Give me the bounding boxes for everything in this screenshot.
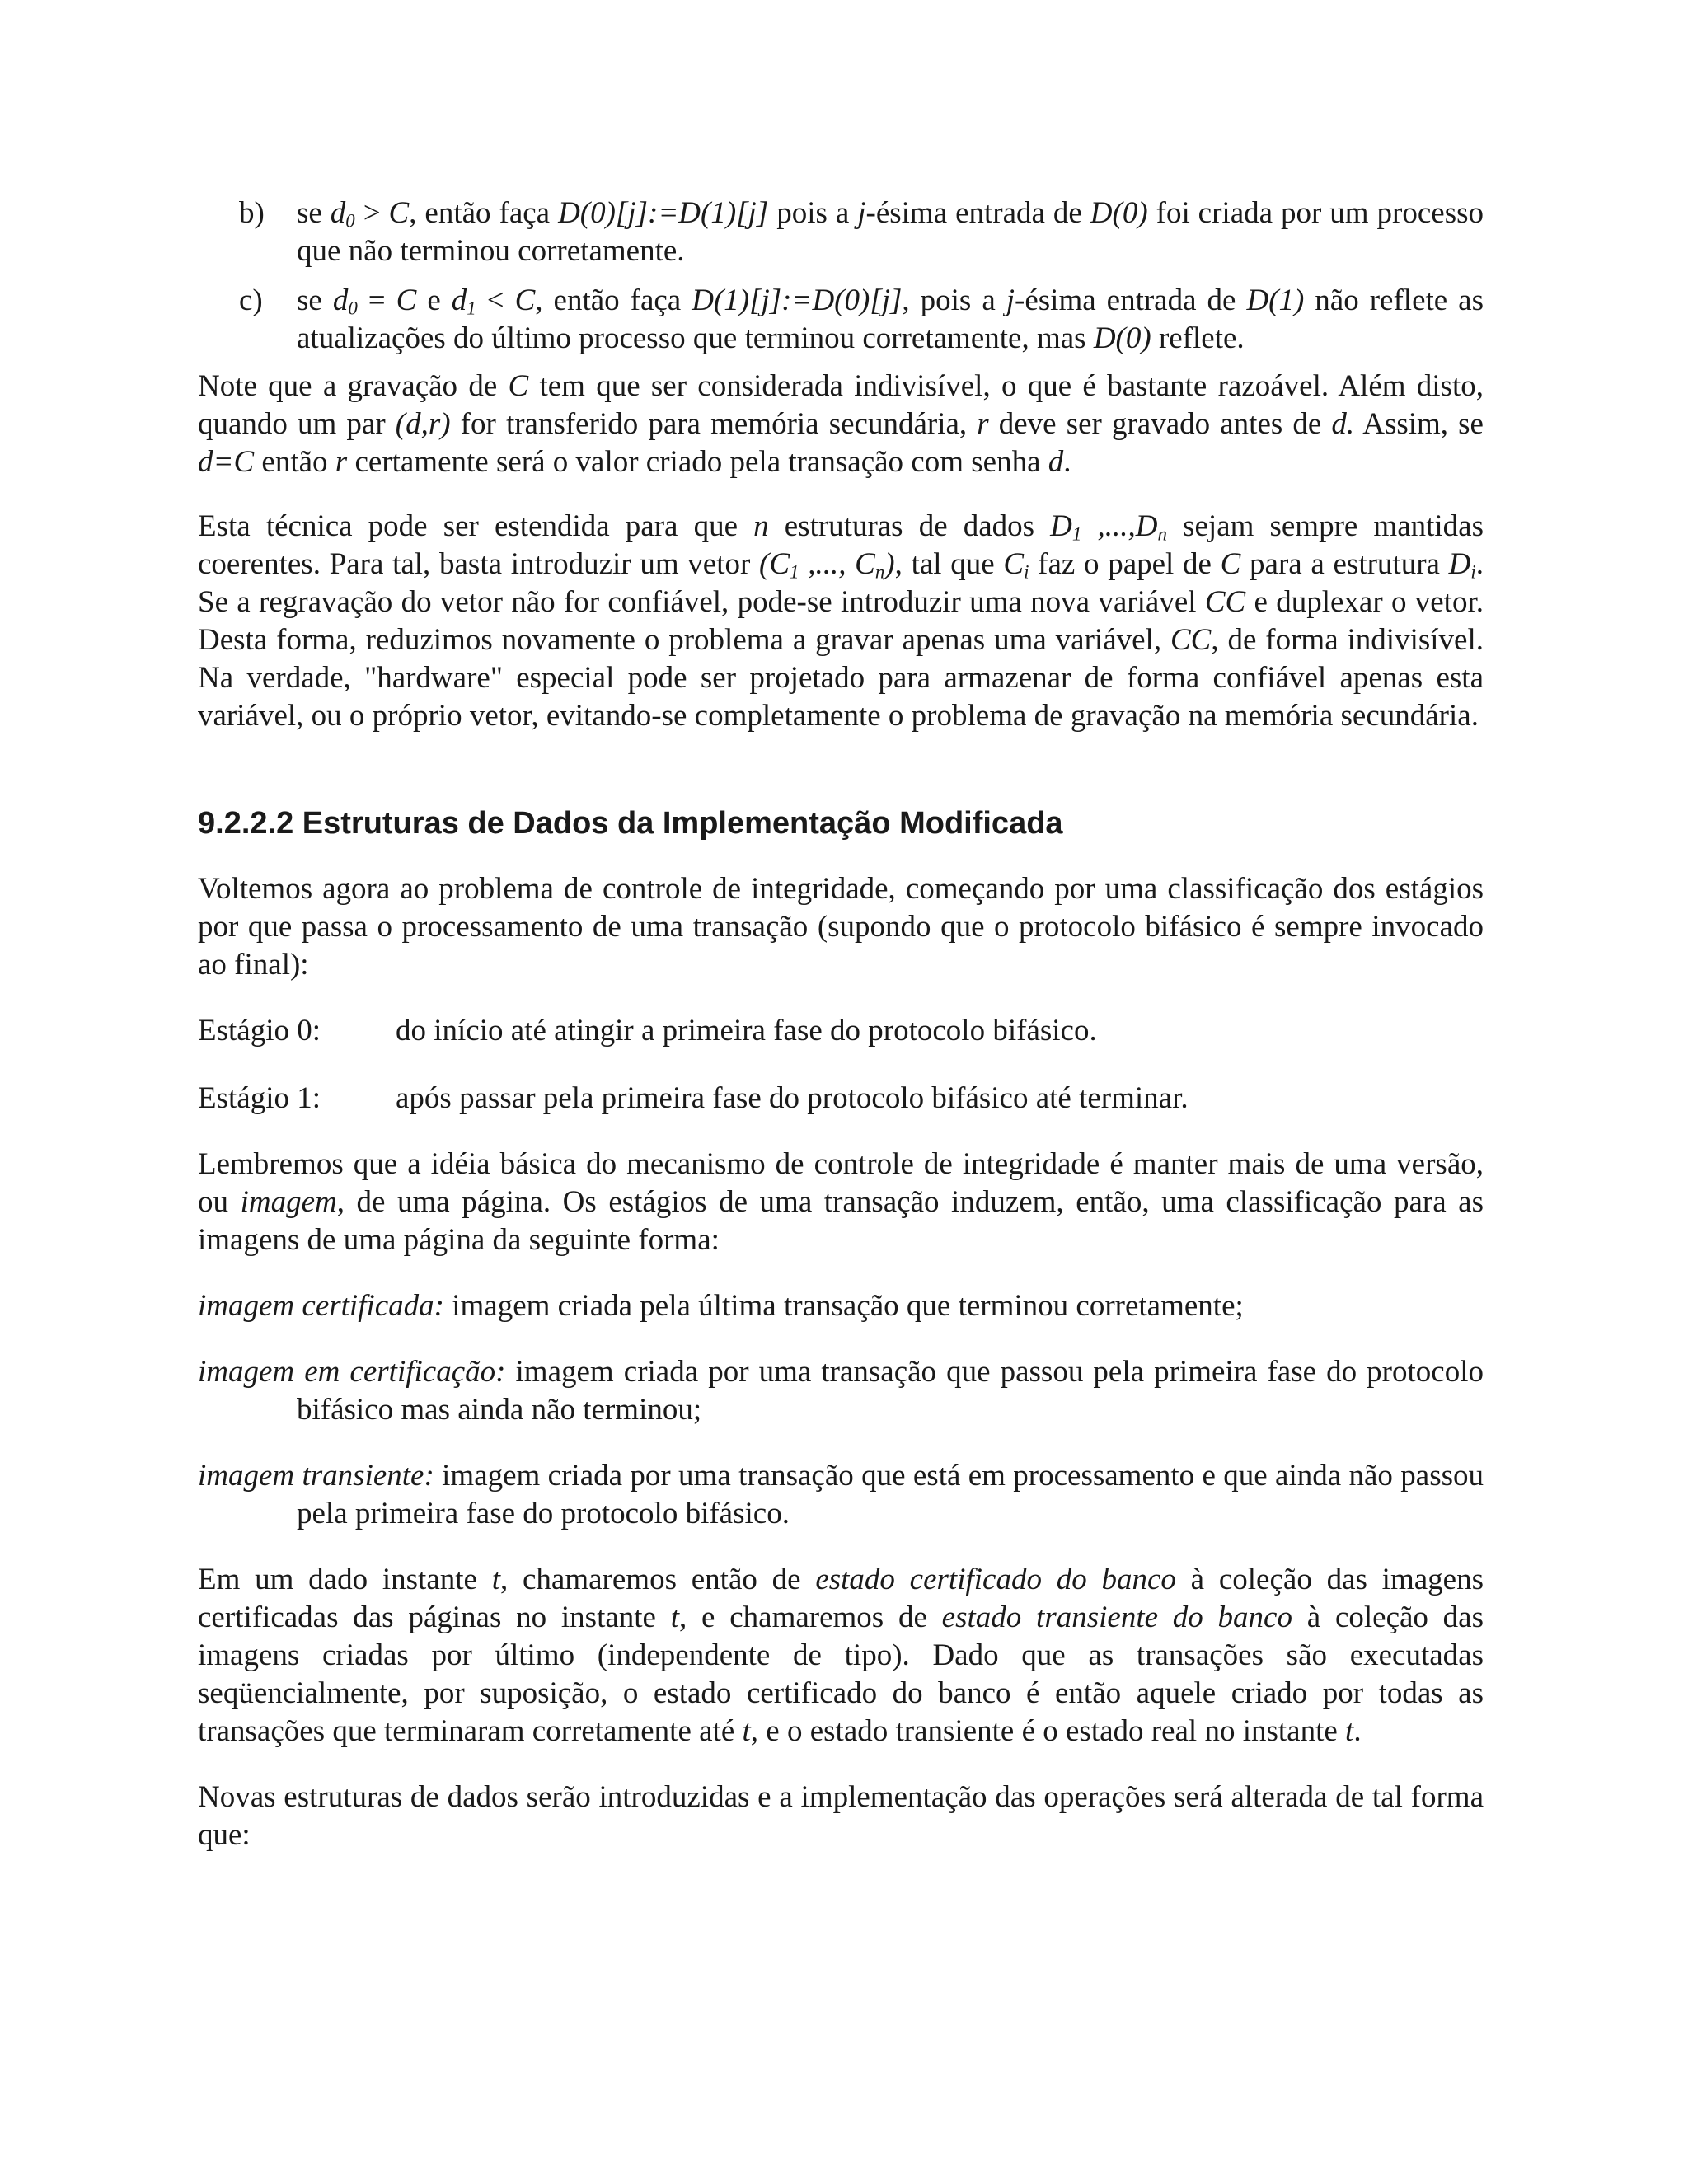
text-run: . bbox=[1063, 445, 1071, 479]
text-run: tem que ser considerada indivisível, o que é bastante razoável. Além disto, quando um par bbox=[198, 369, 1484, 441]
math-run: CC bbox=[1204, 585, 1246, 619]
text-run: estruturas de dados bbox=[768, 509, 1051, 543]
math-run: d. bbox=[1331, 407, 1355, 441]
definition-text: imagem criada por uma transação que está em processamento e que ainda não passou pela primeira fase do protocolo bifásico. bbox=[297, 1459, 1484, 1530]
stage-label: Estágio 1: bbox=[198, 1081, 321, 1115]
math-run: d bbox=[332, 284, 349, 317]
math-subscript: n bbox=[874, 561, 885, 583]
stage-row-1 bbox=[198, 1080, 1484, 1118]
paragraph-tecnica bbox=[198, 508, 1484, 735]
text-run: , de uma página. Os estágios de uma transação induzem, então, uma classificação para as imagens de uma página da seguinte forma: bbox=[198, 1185, 1484, 1257]
text-run: for transferido para memória secundária, bbox=[450, 407, 978, 441]
math-run: D(0) bbox=[1090, 196, 1148, 230]
math-subscript: 1 bbox=[467, 298, 476, 319]
math-run: t bbox=[670, 1601, 680, 1634]
math-run: d=C bbox=[198, 445, 255, 479]
math-run: C bbox=[388, 196, 410, 230]
math-run: (C bbox=[759, 547, 790, 581]
math-subscript: n bbox=[1157, 523, 1167, 545]
paragraph-estado bbox=[198, 1561, 1484, 1750]
text-run: se bbox=[297, 196, 331, 230]
math-subscript: i bbox=[1024, 561, 1029, 583]
text-run: foi criada por um processo que não terminou corretamente. bbox=[297, 196, 1484, 268]
math-run: t bbox=[742, 1714, 751, 1748]
math-run: D(0) bbox=[1093, 321, 1151, 355]
math-run: r bbox=[977, 407, 989, 441]
math-run: j bbox=[857, 196, 866, 230]
text-run: então bbox=[254, 445, 335, 479]
stage-row-0 bbox=[198, 1012, 1484, 1050]
text-run: , então faça bbox=[535, 284, 692, 317]
text-run: faz o papel de bbox=[1029, 547, 1221, 581]
text-run: -ésima entrada de bbox=[1015, 284, 1247, 317]
math-run: t bbox=[491, 1563, 500, 1596]
math-run: C bbox=[514, 284, 536, 317]
math-subscript: 1 bbox=[790, 561, 799, 583]
text-run: deve ser gravado antes de bbox=[988, 407, 1332, 441]
definition-certificada bbox=[198, 1287, 1484, 1325]
text-run: Lembremos que a idéia básica do mecanismo de controle de integridade é manter mais de uma versão, ou bbox=[198, 1147, 1484, 1219]
math-run: D bbox=[1448, 547, 1471, 581]
math-run: D(1)[j]:=D(0)[j] bbox=[692, 284, 903, 317]
text-run: , de forma indivisível. Na verdade, "hardware" especial pode ser projetado para armazenar de forma confiável apenas esta variável, ou o próprio vetor, evitando-se completamente o problema de gravação na memória secundária. bbox=[198, 623, 1484, 733]
text-run: e duplexar o vetor. Desta forma, reduzimos novamente o problema a gravar apenas uma variável, bbox=[198, 585, 1484, 657]
stage-text: do início até atingir a primeira fase do protocolo bifásico. bbox=[396, 1014, 1097, 1047]
text-run: Note que a gravação de bbox=[198, 369, 509, 403]
math-run: n bbox=[753, 509, 769, 543]
text-run: , pois a bbox=[902, 284, 1006, 317]
text-run: -ésima entrada de bbox=[865, 196, 1090, 230]
math-subscript: 0 bbox=[348, 298, 358, 319]
text-run: se bbox=[297, 284, 333, 317]
math-run: d bbox=[1048, 445, 1064, 479]
math-run: C bbox=[508, 369, 529, 403]
text-run: Assim, se bbox=[1354, 407, 1484, 441]
math-subscript: 0 bbox=[345, 210, 355, 232]
stage-label: Estágio 0: bbox=[198, 1014, 321, 1047]
paragraph-lembremos bbox=[198, 1146, 1484, 1259]
text-run: não reflete as atualizações do último processo que terminou corretamente, mas bbox=[297, 284, 1484, 355]
text-run: , chamaremos então de bbox=[500, 1563, 816, 1596]
math-subscript: i bbox=[1470, 561, 1476, 583]
definition-text: imagem criada por uma transação que passou pela primeira fase do protocolo bifásico mas ainda não terminou; bbox=[297, 1355, 1484, 1427]
definition-term: imagem transiente: bbox=[198, 1459, 434, 1493]
math-run: ,...,D bbox=[1081, 509, 1158, 543]
text-run: à coleção das imagens criadas por último (independente de tipo). Dado que as transações são executadas seqüencialmente, por suposição, o estado certificado do banco é então aquele criado por todas as transações que terminaram corretamente até bbox=[198, 1601, 1484, 1748]
math-run: r bbox=[335, 445, 348, 479]
text-run: e bbox=[416, 284, 452, 317]
math-run: ) bbox=[884, 547, 895, 581]
math-run: d bbox=[330, 196, 346, 230]
emphasis-run: estado certificado do banco bbox=[815, 1563, 1176, 1596]
text-run: . bbox=[1353, 1714, 1362, 1748]
text-run: para a estrutura bbox=[1240, 547, 1449, 581]
text-run: > bbox=[354, 196, 389, 230]
definition-term: imagem certificada: bbox=[198, 1289, 444, 1323]
definition-text: imagem criada pela última transação que terminou corretamente; bbox=[444, 1289, 1244, 1323]
text-run: , tal que bbox=[894, 547, 1004, 581]
list-marker-c: c) bbox=[239, 284, 263, 317]
math-run: D(0)[j]:=D(1)[j] bbox=[558, 196, 769, 230]
math-run: t bbox=[1345, 1714, 1354, 1748]
definition-term: imagem em certificação: bbox=[198, 1355, 506, 1389]
stage-text: após passar pela primeira fase do protocolo bifásico até terminar. bbox=[396, 1081, 1189, 1115]
paragraph-voltemos: Voltemos agora ao problema de controle de integridade, começando por uma classificação dos estágios por que passa o processamento de uma transação (supondo que o protocolo bifásico é sempre invocado ao final): bbox=[198, 872, 1484, 982]
list-marker-b: b) bbox=[239, 196, 265, 230]
math-run: ,..., C bbox=[799, 547, 875, 581]
math-run: D bbox=[1050, 509, 1072, 543]
text-run: sejam sempre mantidas coerentes. Para tal, basta introduzir um vetor bbox=[198, 509, 1484, 581]
text-run: Esta técnica pode ser estendida para que bbox=[198, 509, 754, 543]
text-run: Em um dado instante bbox=[198, 1563, 492, 1596]
text-run: = bbox=[357, 284, 396, 317]
math-run: j bbox=[1006, 284, 1015, 317]
text-run: < bbox=[476, 284, 515, 317]
paragraph-note bbox=[198, 368, 1484, 481]
math-run: (d,r) bbox=[395, 407, 451, 441]
math-run: D(1) bbox=[1246, 284, 1305, 317]
emphasis-run: estado transiente do banco bbox=[941, 1601, 1292, 1634]
list-item-c bbox=[198, 282, 1484, 358]
definition-em-certificacao bbox=[198, 1353, 1484, 1429]
list-item-b bbox=[198, 194, 1484, 270]
paragraph-novas: Novas estruturas de dados serão introduzidas e a implementação das operações será alterada de tal forma que: bbox=[198, 1780, 1484, 1852]
section-heading: 9.2.2.2 Estruturas de Dados da Implementação Modificada bbox=[198, 806, 1063, 841]
text-run: , e chamaremos de bbox=[679, 1601, 942, 1634]
emphasis-run: imagem bbox=[240, 1185, 337, 1219]
math-run: C bbox=[396, 284, 417, 317]
text-run: certamente será o valor criado pela transação com senha bbox=[347, 445, 1048, 479]
math-run: C bbox=[1003, 547, 1025, 581]
text-run: à coleção das imagens certificadas das páginas no instante bbox=[198, 1563, 1484, 1634]
text-run: pois a bbox=[768, 196, 858, 230]
math-subscript: 1 bbox=[1071, 523, 1082, 545]
document-page bbox=[198, 194, 1484, 1854]
math-run: CC bbox=[1170, 623, 1212, 657]
text-run: . Se a regravação do vetor não for confiável, pode-se introduzir uma nova variável bbox=[198, 547, 1484, 619]
definition-transiente bbox=[198, 1457, 1484, 1533]
text-run: , então faça bbox=[409, 196, 559, 230]
text-run: , e o estado transiente é o estado real no instante bbox=[750, 1714, 1346, 1748]
math-run: C bbox=[1220, 547, 1241, 581]
math-run: d bbox=[451, 284, 467, 317]
text-run: reflete. bbox=[1151, 321, 1245, 355]
